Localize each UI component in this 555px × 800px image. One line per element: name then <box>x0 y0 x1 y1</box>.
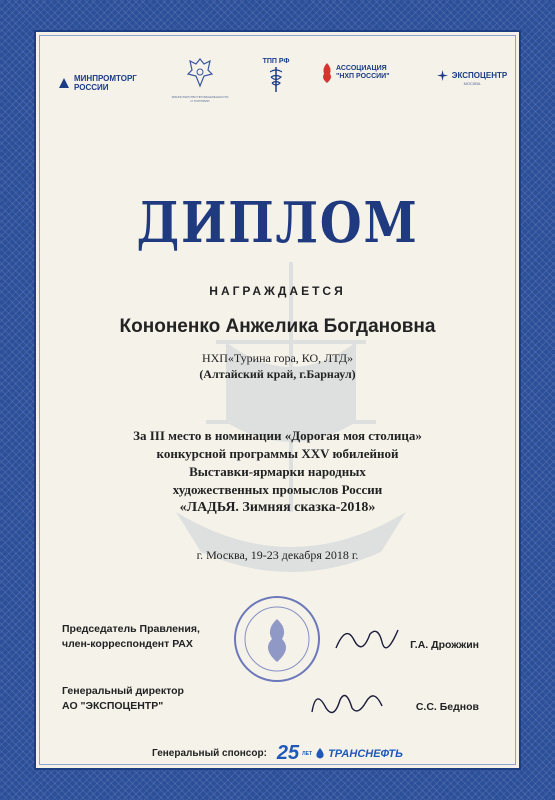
signatory-1-name: Г.А. Дрожжин <box>410 639 479 651</box>
citation-line3: Выставки-ярмарки народных <box>189 464 366 479</box>
organization-line1: НХП«Турина гора, КО, ЛТД» <box>201 351 354 365</box>
general-sponsor <box>36 742 519 765</box>
signature-1 <box>332 620 402 654</box>
logo-ministry-emblem <box>171 56 229 103</box>
nhp-emblem-icon <box>321 62 333 84</box>
transneft-logo <box>277 742 403 765</box>
minpromtorg-emblem-icon <box>58 77 70 89</box>
sponsor-brand: ТРАНСНЕФТЬ <box>328 747 403 760</box>
signatory-2-title-line2: АО "ЭКСПОЦЕНТР" <box>62 700 164 712</box>
expocentre-sub: МОСКВА <box>463 81 481 86</box>
double-headed-eagle-icon <box>186 56 214 90</box>
signatory-2-title-line1: Генеральный директор <box>62 685 184 697</box>
signatory-1-title-line2: член-корреспондент РАХ <box>62 638 193 650</box>
sponsor-label: Генеральный спонсор: <box>152 748 267 759</box>
recipient-name: Кононенко Анжелика Богдановна <box>119 316 436 337</box>
citation-text <box>56 427 499 517</box>
sponsor-years-word: ЛЕТ <box>302 750 313 757</box>
logo-minpromtorg <box>58 74 137 92</box>
date-line: г. Москва, 19-23 декабря 2018 г. <box>196 548 359 562</box>
logo-tpp <box>256 58 296 98</box>
expocentre-star-icon <box>437 70 448 81</box>
signatory-2-name: С.С. Беднов <box>415 701 479 713</box>
nhp-line1: АССОЦИАЦИЯ <box>336 65 387 72</box>
citation-line2: конкурсной программы XXV юбилейной <box>156 446 399 461</box>
citation-line1: За III место в номинации «Дорогая моя столица» <box>133 428 422 443</box>
partner-logos <box>36 48 519 108</box>
citation-line4: художественных промыслов России <box>172 482 383 497</box>
transneft-drop-icon <box>315 748 325 760</box>
logo-nhp-association <box>321 62 390 84</box>
recipient-organization <box>36 350 519 382</box>
nhp-line2: "НХП РОССИИ" <box>336 73 390 80</box>
caduceus-icon <box>267 65 285 93</box>
organization-line2: (Алтайский край, г.Барнаул) <box>199 367 356 381</box>
logo-expocentre <box>422 70 522 86</box>
ship-watermark <box>156 252 426 592</box>
signature-2 <box>306 682 386 722</box>
diploma-title: ДИПЛОМ <box>136 190 419 256</box>
sponsor-years: 25 <box>276 742 300 764</box>
signatory-2-title <box>62 684 184 714</box>
minpromtorg-line2: РОССИИ <box>74 83 109 92</box>
awarded-label: НАГРАЖДАЕТСЯ <box>209 284 346 298</box>
signatory-1-title <box>62 622 200 652</box>
ministry-caption: МИНИСТЕРСТВО ПРОМЫШЛЕННОСТИ И ТОРГОВЛИ <box>171 95 229 103</box>
minpromtorg-line1: МИНПРОМТОРГ <box>74 74 137 83</box>
citation-line5: «ЛАДЬЯ. Зимняя сказка-2018» <box>179 500 376 515</box>
tpp-text: ТПП РФ <box>262 58 290 65</box>
expocentre-text: ЭКСПОЦЕНТР <box>451 71 508 80</box>
signatory-1-title-line1: Председатель Правления, <box>62 623 200 635</box>
diploma-paper <box>34 30 521 770</box>
official-stamp <box>232 594 322 684</box>
